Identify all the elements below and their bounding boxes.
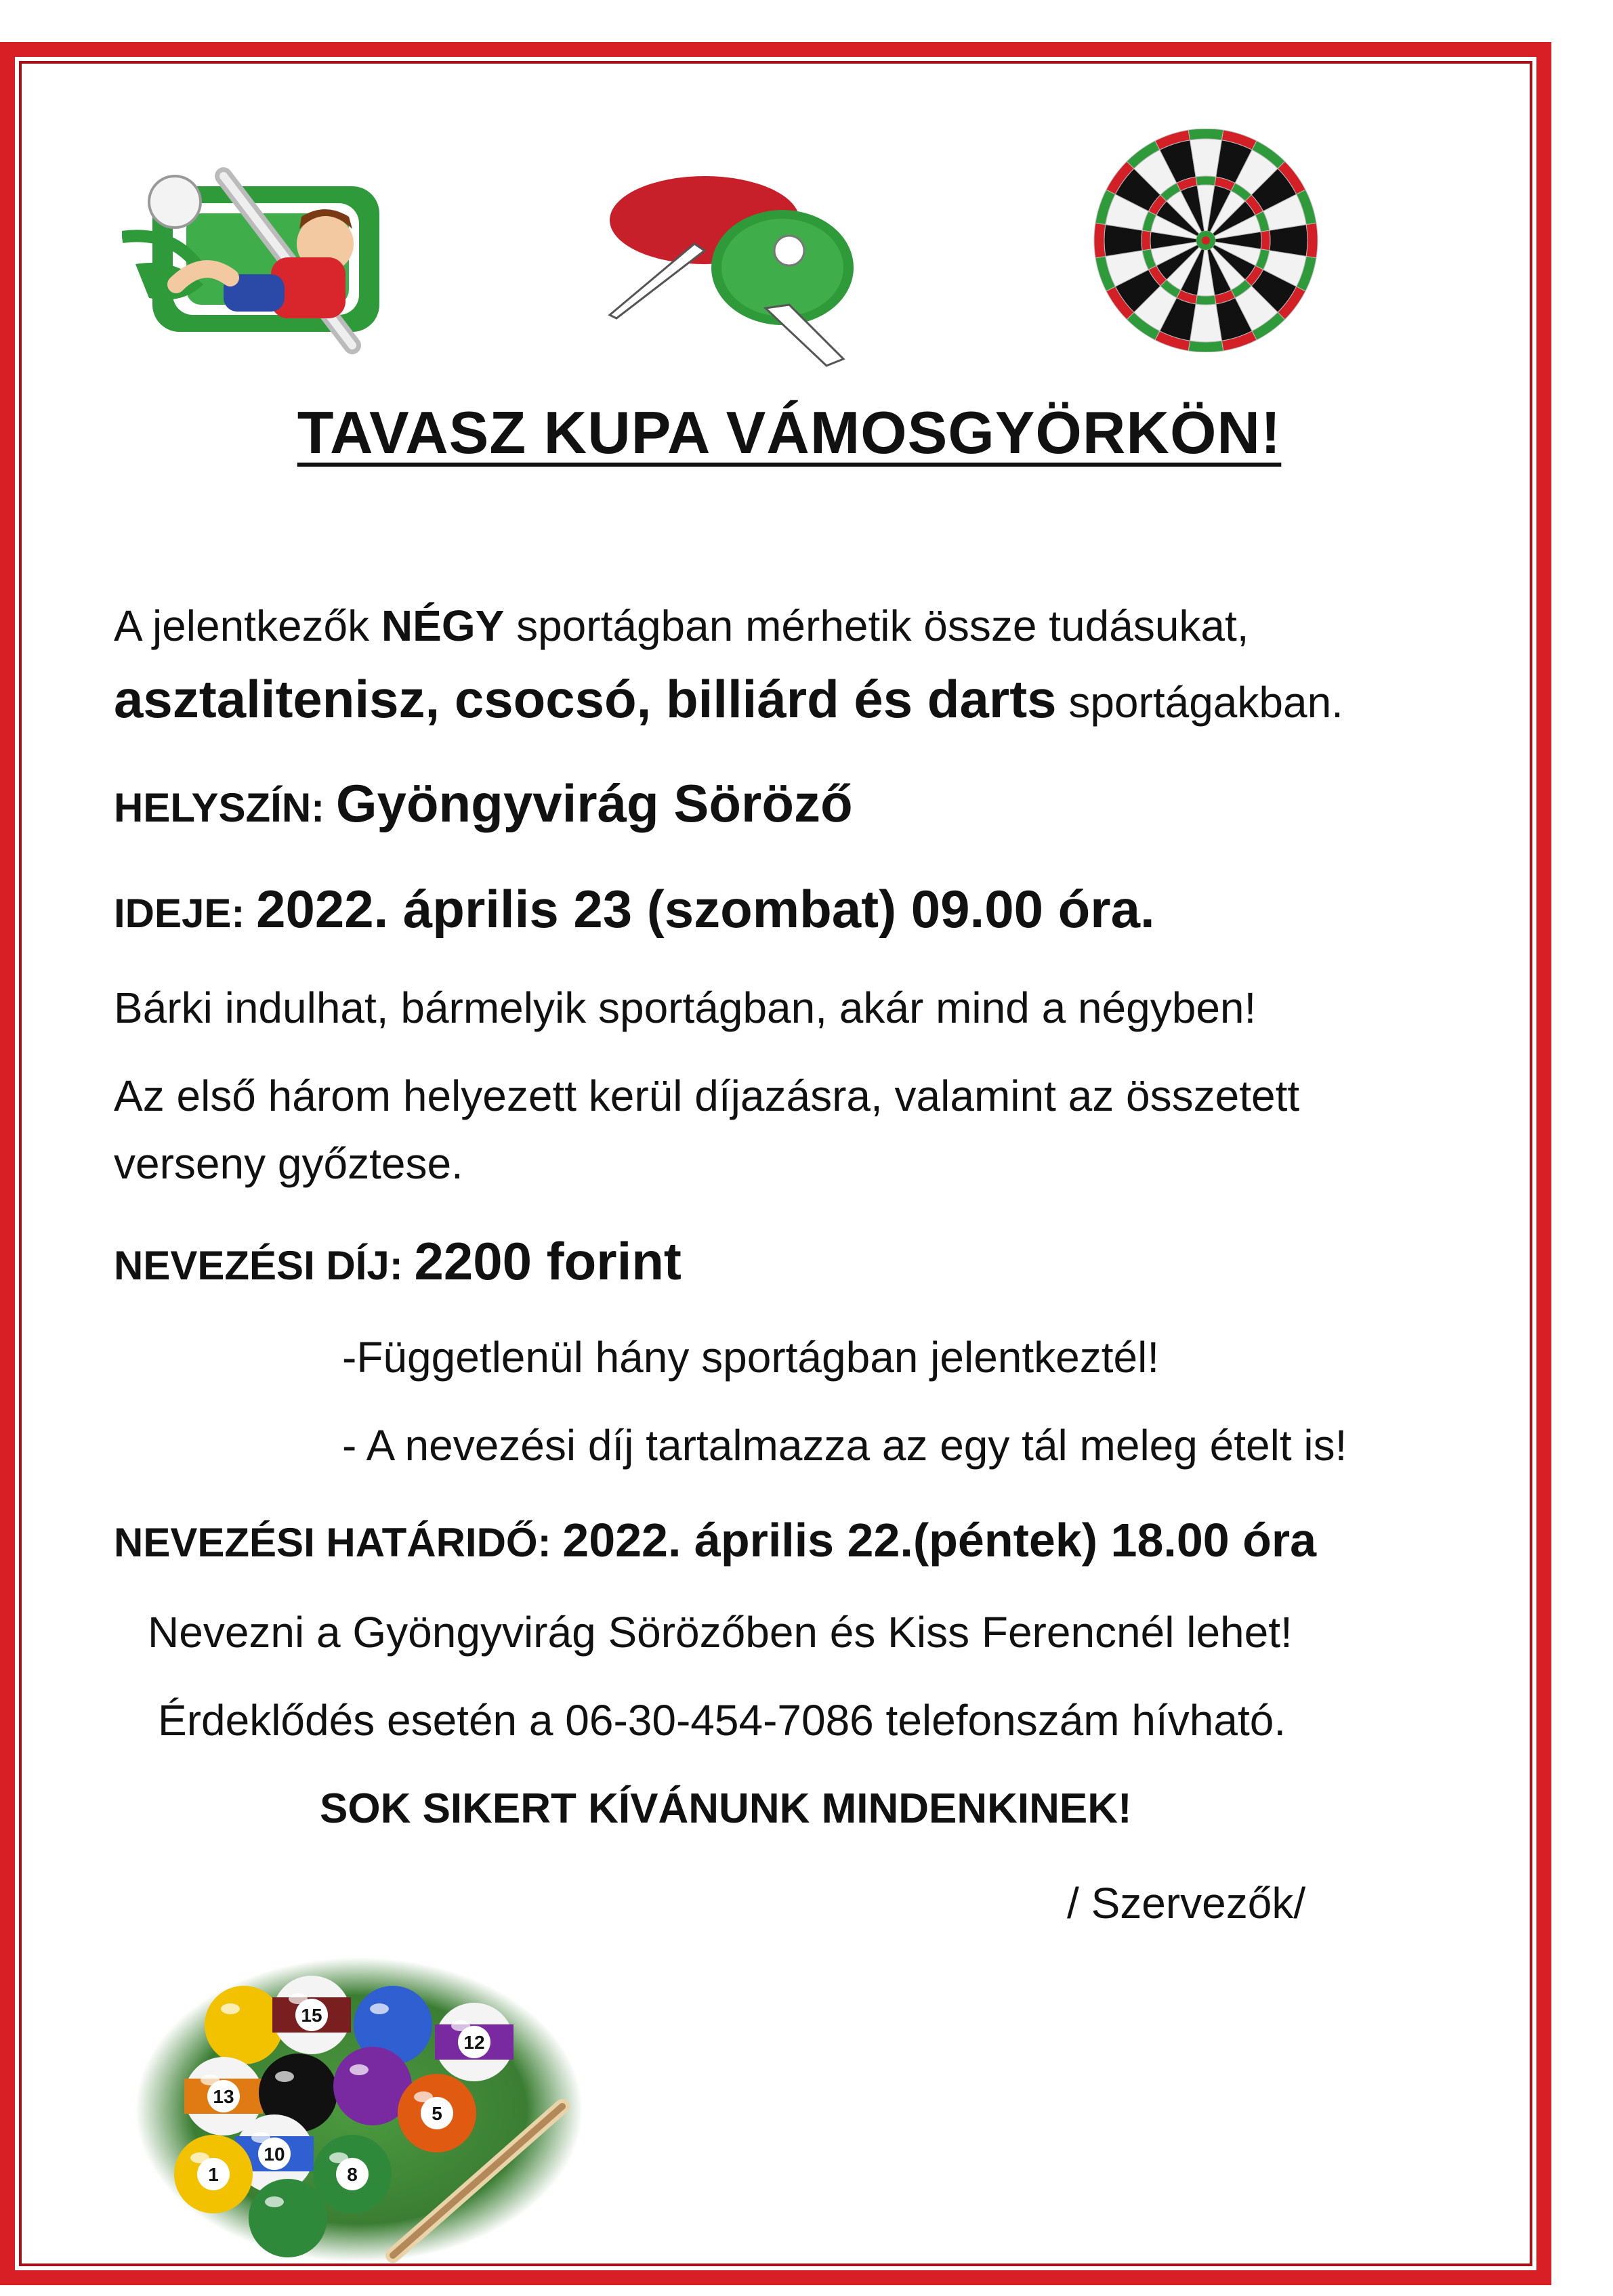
- billiard-ball-number: 8: [347, 2164, 358, 2185]
- intro-text-sportagakban: sportágakban.: [1056, 678, 1343, 727]
- billiard-ball-number: 5: [432, 2103, 442, 2124]
- intro-line-1: [114, 600, 1249, 652]
- venue-value: Gyöngyvirág Söröző: [335, 773, 853, 833]
- foosball-player-icon: [122, 149, 393, 359]
- deadline-label: NEVEZÉSI HATÁRIDŐ:: [114, 1520, 563, 1565]
- sports-list: asztalitenisz, csocsó, billiárd és darts: [114, 669, 1057, 729]
- dartboard-icon: [1084, 129, 1328, 352]
- page-title: TAVASZ KUPA VÁMOSGYÖRKÖN!: [297, 399, 1282, 466]
- billiard-ball: [272, 1976, 351, 2054]
- fee-note-2: - A nevezési díj tartalmazza az egy tál meleg ételt is!: [342, 1421, 1347, 1470]
- billiard-balls-icon: [129, 1951, 589, 2269]
- deadline-value: 2022. április 22.(péntek) 18.00 óra: [562, 1514, 1317, 1567]
- where-to-enter: Nevezni a Gyöngyvirág Sörözőben és Kiss Ferencnél lehet!: [148, 1608, 1293, 1657]
- intro-line-2: [114, 668, 1343, 731]
- prizes-line-2: verseny győztese.: [114, 1139, 463, 1188]
- contact-line: Érdeklődés esetén a 06-30-454-7086 telefonszám hívható.: [158, 1696, 1286, 1745]
- anyone-line: Bárki indulhat, bármelyik sportágban, akár mind a négyben!: [114, 983, 1257, 1032]
- billiard-ball-number: 10: [264, 2144, 285, 2165]
- billiard-ball-number: 13: [213, 2086, 234, 2107]
- prizes-line-1: Az első három helyezett kerül díjazásra, valamint az összetett: [114, 1071, 1300, 1120]
- deadline-line: [114, 1512, 1316, 1569]
- billiard-ball: [205, 1986, 283, 2064]
- billiard-ball: [313, 2135, 392, 2213]
- billiard-ball: [435, 2003, 514, 2081]
- intro-text-a: A jelentkezők: [114, 601, 381, 650]
- intro-text-c: sportágban mérhetik össze tudásukat,: [504, 601, 1249, 650]
- venue-label: HELYSZÍN:: [114, 785, 336, 830]
- wish-line: SOK SIKERT KÍVÁNUNK MINDENKINEK!: [320, 1785, 1132, 1832]
- intro-text-negy: NÉGY: [381, 601, 505, 650]
- venue-line: [114, 772, 853, 836]
- billiard-ball: [174, 2135, 253, 2213]
- fee-label: NEVEZÉSI DÍJ:: [114, 1243, 415, 1288]
- billiard-ball-number: 12: [463, 2032, 485, 2053]
- billiard-ball-number: 15: [301, 2005, 322, 2026]
- time-value: 2022. április 23 (szombat) 09.00 óra.: [256, 879, 1155, 939]
- fee-note-1: -Függetlenül hány sportágban jelentkeztél!: [342, 1333, 1160, 1382]
- fee-value: 2200 forint: [414, 1231, 682, 1291]
- ping-pong-paddles-icon: [603, 173, 887, 376]
- fee-line: [114, 1230, 682, 1294]
- signature: / Szervezők/: [1067, 1879, 1306, 1928]
- billiard-ball: [249, 2179, 327, 2257]
- billiard-ball: [398, 2074, 476, 2152]
- time-label: IDEJE:: [114, 891, 257, 936]
- billiard-ball-number: 1: [208, 2164, 219, 2185]
- time-line: [114, 878, 1155, 941]
